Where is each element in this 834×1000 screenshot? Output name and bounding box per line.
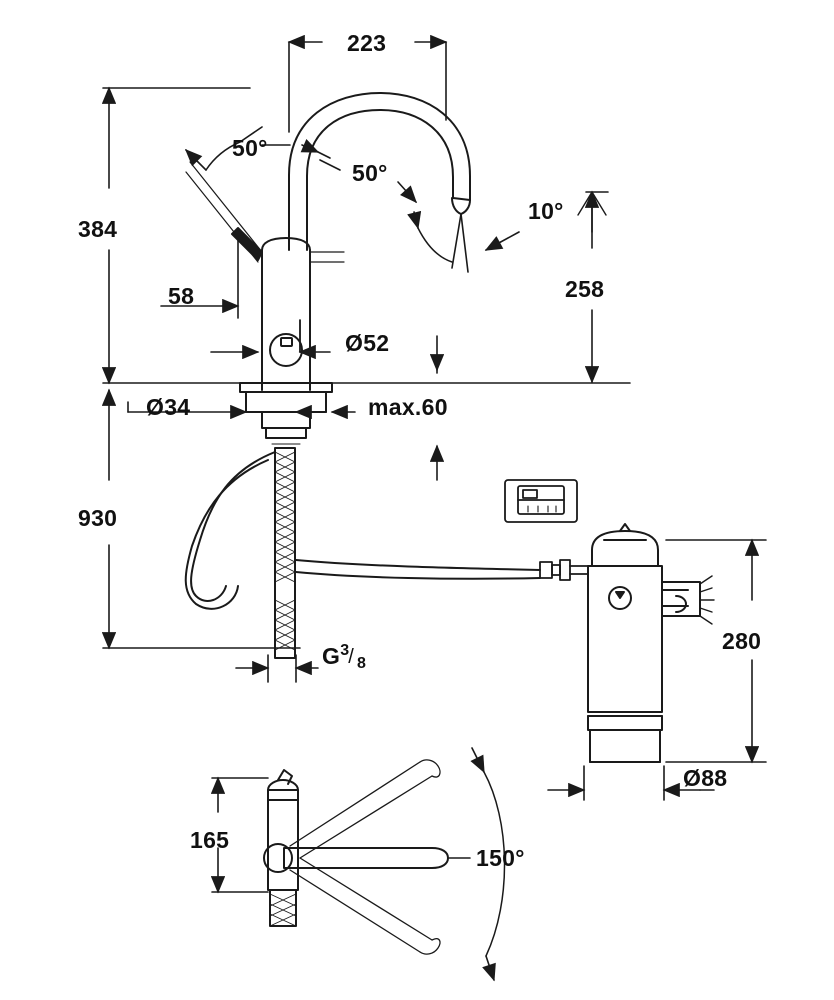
thread-fraction: 3 / 8 <box>340 641 367 672</box>
dim-label-handle-offset: 58 <box>168 283 195 309</box>
thread-designation: G <box>322 643 341 669</box>
dim-label-top-view-width: 165 <box>190 827 230 853</box>
dim-label-hose-length: 930 <box>78 505 118 531</box>
dim-label-connection-thread <box>322 643 366 670</box>
dim-label-filter-height: 280 <box>722 628 762 654</box>
filter-unit <box>540 524 714 762</box>
dim-label-max-deck-thickness: max.60 <box>368 394 448 420</box>
dim-label-spout-height: 258 <box>565 276 605 302</box>
dim-label-total-height: 384 <box>78 216 118 242</box>
dim-label-filter-diameter: Ø88 <box>683 765 728 791</box>
dim-label-body-diameter: Ø52 <box>345 330 390 356</box>
dim-label-outlet-angle: 10° <box>528 198 564 224</box>
dim-g38 <box>236 655 318 682</box>
dim-label-swivel-range: 150° <box>476 845 525 871</box>
dim-label-swivel-right: 50° <box>352 160 388 186</box>
dim-label-swivel-left: 50° <box>232 135 268 161</box>
faucet-top-view <box>264 760 448 954</box>
control-module <box>505 480 577 522</box>
dim-label-base-diameter: Ø34 <box>146 394 191 420</box>
dim-label-spout-reach: 223 <box>347 30 387 56</box>
